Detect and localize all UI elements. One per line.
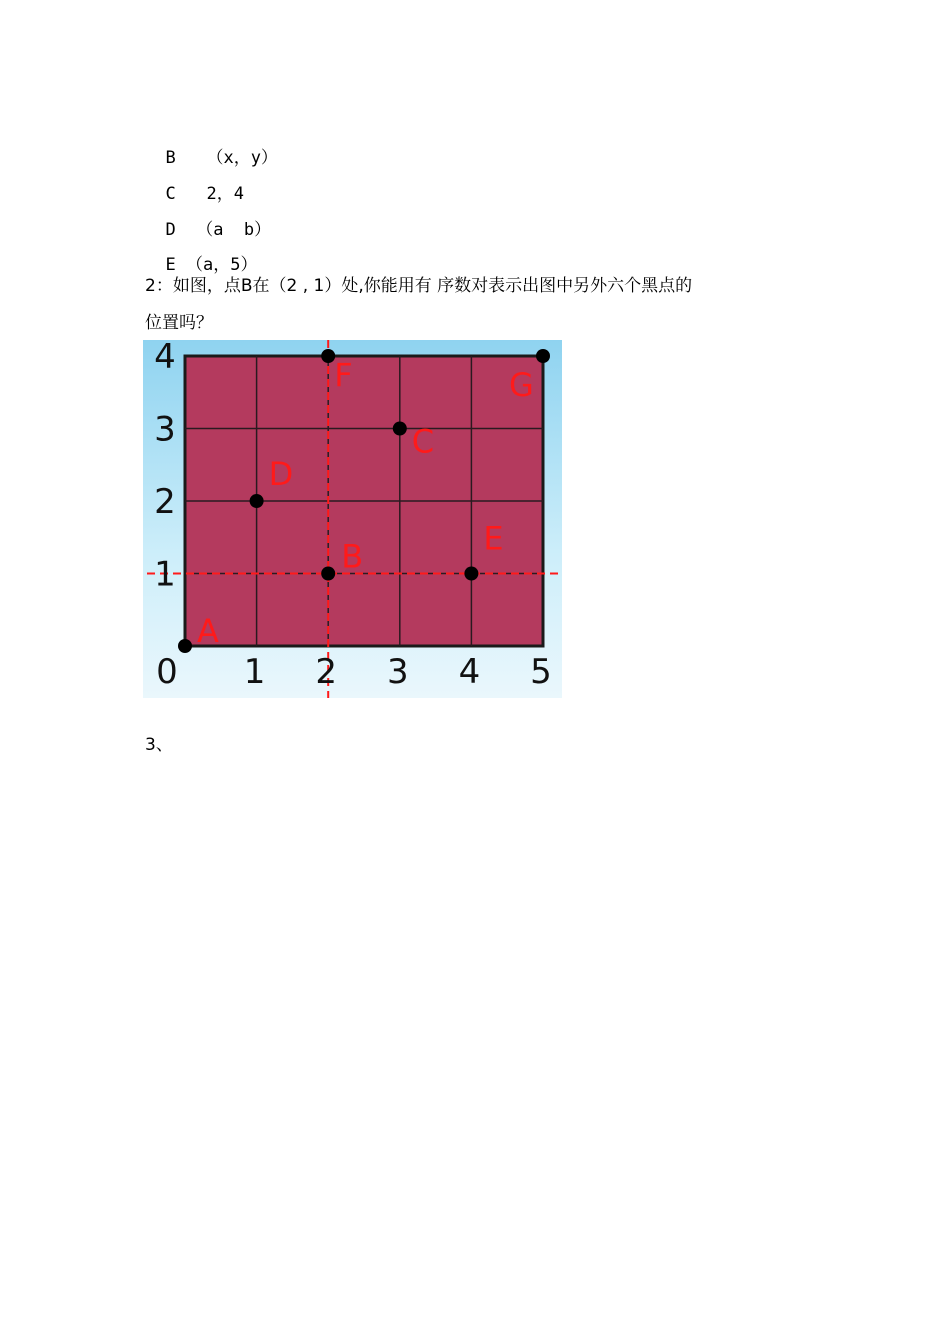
question-2-line2: 位置吗？: [145, 313, 213, 333]
option-b: B （x，y）: [165, 148, 278, 168]
y-tick-label: 2: [154, 482, 176, 522]
option-d: D （a b）: [165, 220, 272, 240]
point-f-dot: [321, 349, 335, 363]
x-tick-label: 2: [315, 652, 338, 692]
point-c-dot: [393, 422, 407, 436]
point-b-label: B: [341, 537, 364, 576]
point-g-label: G: [509, 366, 534, 404]
point-e-label: E: [483, 519, 504, 558]
y-tick-label: 1: [154, 554, 176, 595]
question-3: 3、: [145, 735, 173, 755]
y-tick-label: 4: [154, 340, 176, 377]
point-d-label: D: [268, 455, 294, 493]
option-e: E （a，5）: [165, 255, 258, 275]
x-tick-label: 3: [386, 652, 409, 692]
coordinate-grid-figure: [143, 340, 562, 698]
point-e-dot: [464, 567, 478, 581]
point-a-dot: [178, 639, 192, 653]
x-tick-label: 1: [243, 652, 266, 692]
y-tick-label: 3: [154, 409, 176, 450]
point-g-dot: [536, 349, 550, 363]
question-2-line1: 2：如图，点B在（2 , 1）处,你能用有 序数对表示出图中另外六个黑点的: [145, 276, 693, 296]
x-tick-label: 5: [530, 652, 552, 692]
question-2: [145, 268, 805, 342]
point-f-label: F: [334, 356, 353, 394]
point-a-label: A: [197, 612, 219, 650]
point-b-dot: [321, 567, 335, 581]
option-c: C 2，4: [165, 184, 244, 204]
point-c-label: C: [411, 422, 435, 461]
point-d-dot: [250, 494, 264, 508]
coordinate-grid-svg: [143, 340, 562, 698]
x-tick-label: 0: [156, 652, 178, 692]
x-tick-label: 4: [458, 652, 481, 692]
